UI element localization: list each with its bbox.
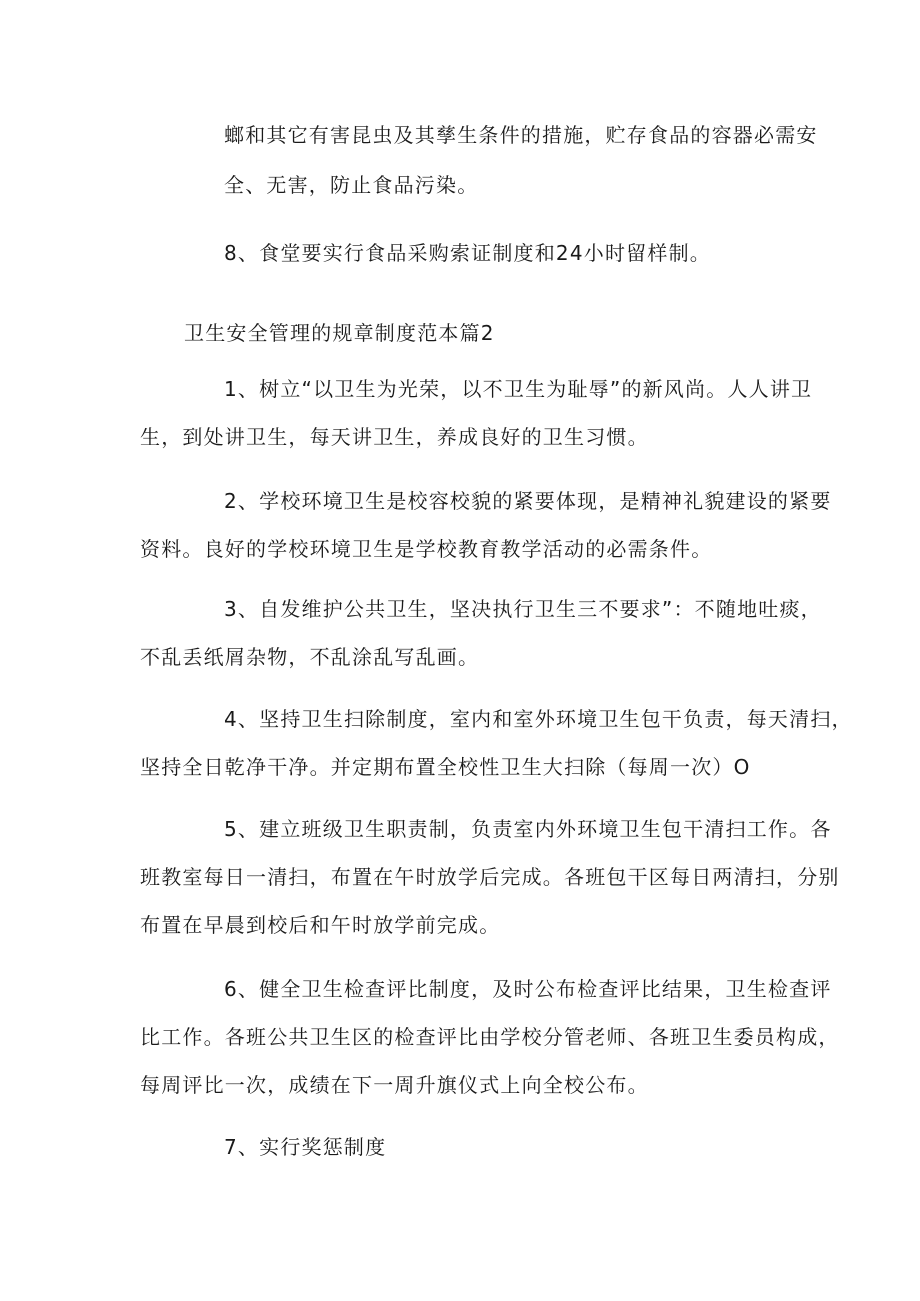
text-line: 生，到处讲卫生，每天讲卫生，养成良好的卫生习惯。 bbox=[140, 425, 649, 449]
text-line: 6、健全卫生检查评比制度，及时公布检查评比结果，卫生检查评 bbox=[224, 977, 832, 1001]
text-line: 全、无害，防止食品污染。 bbox=[224, 173, 479, 197]
text-line: 螂和其它有害昆虫及其孳生条件的措施，贮存食品的容器必需安 bbox=[224, 123, 818, 147]
text-line: 坚持全日乾净干净。并定期布置全校性卫生大扫除（每周一次）O bbox=[140, 755, 751, 779]
text-line: 5、建立班级卫生职责制，负责室内外环境卫生包干清扫工作。各 bbox=[224, 817, 832, 841]
text-line: 1、树立“以卫生为光荣，以不卫生为耻辱”的新风尚。人人讲卫 bbox=[224, 377, 813, 401]
text-line: 资料。良好的学校环境卫生是学校教育教学活动的必需条件。 bbox=[140, 537, 713, 561]
text-line: 不乱丢纸屑杂物，不乱涂乱写乱画。 bbox=[140, 645, 480, 669]
section-heading: 卫生安全管理的规章制度范本篇2 bbox=[184, 321, 495, 345]
text-line: 7、实行奖惩制度 bbox=[224, 1135, 387, 1159]
text-line: 3、自发维护公共卫生，坚决执行卫生三不要求”：不随地吐痰， bbox=[224, 597, 822, 621]
text-line: 2、学校环境卫生是校容校貌的紧要体现，是精神礼貌建设的紧要 bbox=[224, 489, 832, 513]
text-line: 布置在早晨到校后和午时放学前完成。 bbox=[140, 913, 501, 937]
text-line: 班教室每日一清扫，布置在午时放学后完成。各班包干区每日两清扫，分别 bbox=[140, 865, 840, 889]
text-line: 比工作。各班公共卫生区的检查评比由学校分管老师、各班卫生委员构成， bbox=[140, 1025, 840, 1049]
text-line: 8、食堂要实行食品采购索证制度和24小时留样制。 bbox=[224, 241, 711, 265]
text-line: 4、坚持卫生扫除制度，室内和室外环境卫生包干负责，每天清扫， bbox=[224, 707, 853, 731]
text-line: 每周评比一次，成绩在下一周升旗仪式上向全校公布。 bbox=[140, 1073, 649, 1097]
